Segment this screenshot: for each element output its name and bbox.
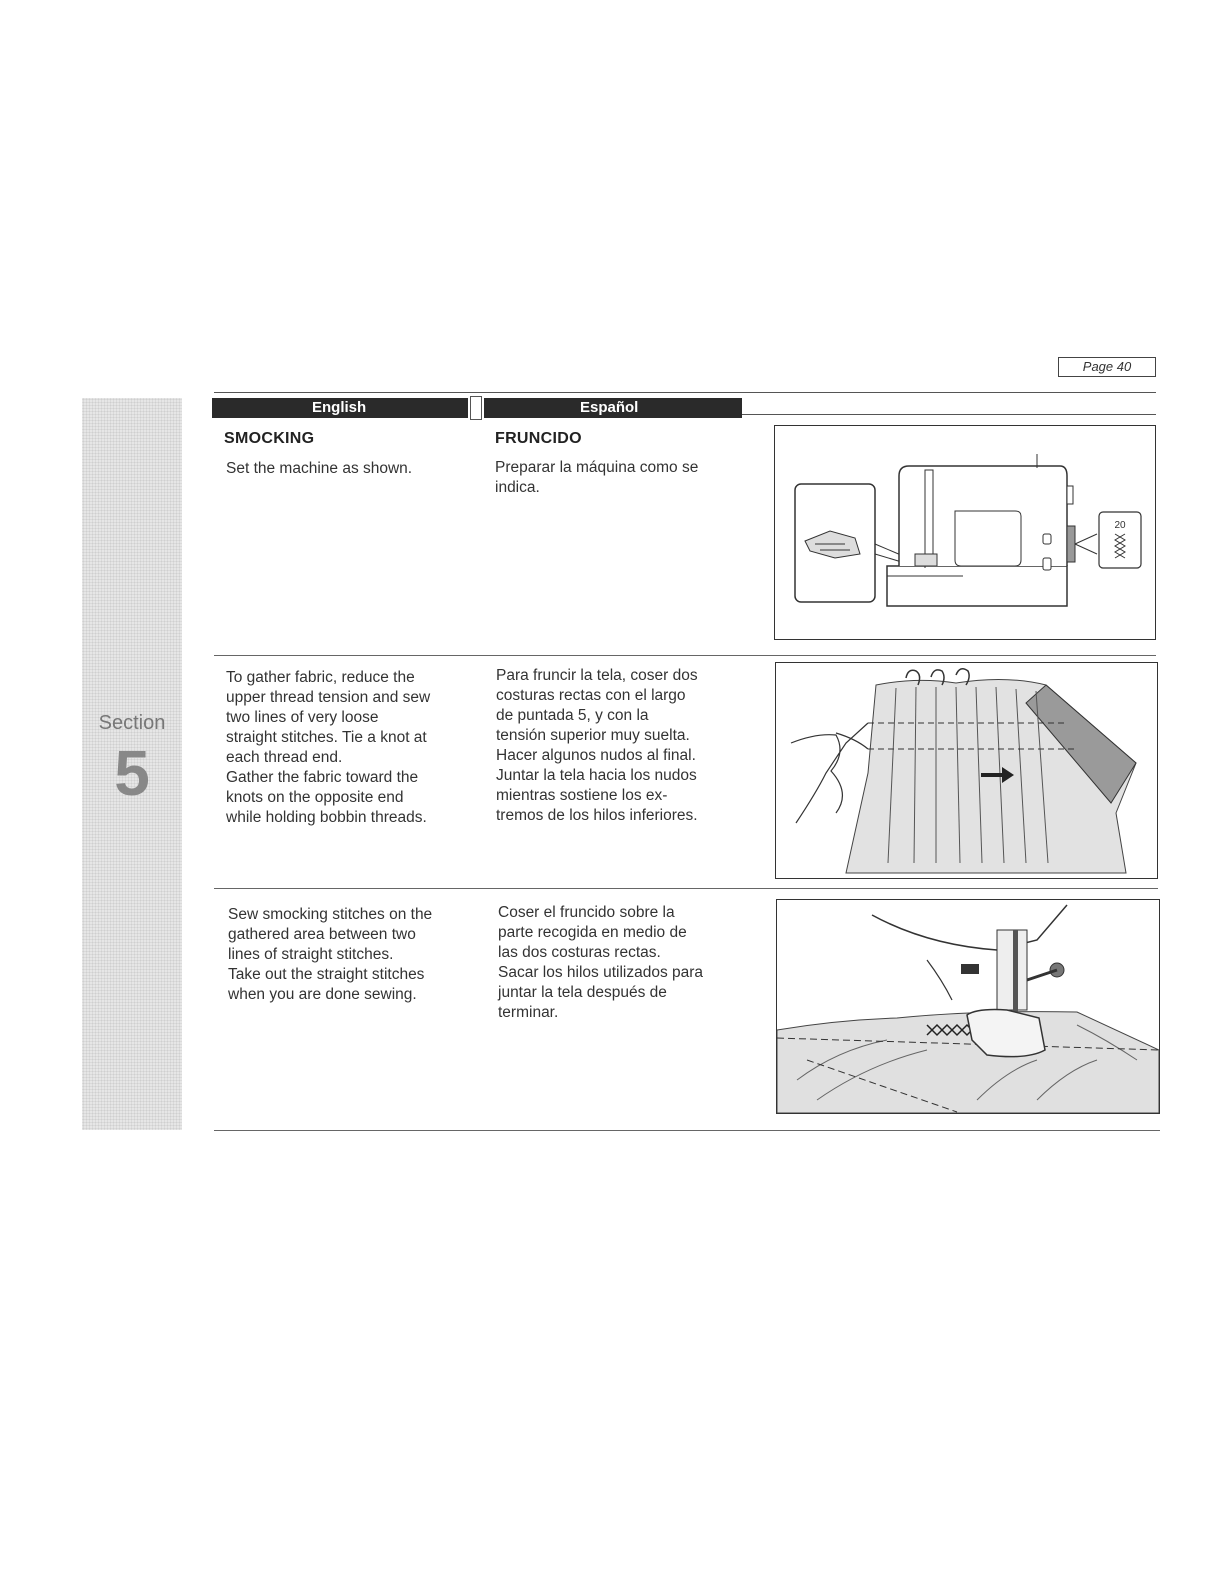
sewing-machine-illustration bbox=[775, 426, 1155, 639]
text-line: Take out the straight stitches bbox=[228, 966, 425, 983]
text-line: las dos costuras rectas. bbox=[498, 944, 661, 961]
text-line: parte recogida en medio de bbox=[498, 924, 687, 941]
text-line: terminar. bbox=[498, 1004, 559, 1021]
machine-setup-figure bbox=[774, 425, 1156, 640]
smocking-sewing-figure bbox=[776, 899, 1160, 1114]
row-divider bbox=[214, 655, 1156, 656]
spanish-step3 bbox=[498, 903, 748, 1023]
text-line: when you are done sewing. bbox=[228, 986, 417, 1003]
spanish-label: Español bbox=[580, 399, 639, 416]
text-line: Para fruncir la tela, coser dos bbox=[496, 667, 698, 684]
text-line: Juntar la tela hacia los nudos bbox=[496, 767, 697, 784]
stitch-number-label: 20 bbox=[1114, 520, 1126, 531]
spanish-title: FRUNCIDO bbox=[495, 430, 582, 447]
presser-foot-sewing-illustration bbox=[777, 900, 1159, 1113]
text-line: tremos de los hilos inferiores. bbox=[496, 807, 698, 824]
text-line: de puntada 5, y con la bbox=[496, 707, 649, 724]
text-line: To gather fabric, reduce the bbox=[226, 669, 415, 686]
text-line: straight stitches. Tie a knot at bbox=[226, 729, 427, 746]
english-title: SMOCKING bbox=[224, 430, 315, 447]
spanish-step2 bbox=[496, 666, 746, 826]
text-line: mientras sostiene los ex- bbox=[496, 787, 668, 804]
english-header bbox=[212, 398, 468, 418]
text-line: Gather the fabric toward the bbox=[226, 769, 419, 786]
text-line: Hacer algunos nudos al final. bbox=[496, 747, 696, 764]
english-step1: Set the machine as shown. bbox=[226, 460, 413, 477]
text-line: indica. bbox=[495, 479, 540, 496]
text-line: lines of straight stitches. bbox=[228, 946, 394, 963]
section-number: 5 bbox=[114, 737, 150, 809]
language-separator bbox=[470, 396, 482, 420]
text-line: while holding bobbin threads. bbox=[226, 809, 427, 826]
top-rule bbox=[214, 392, 1156, 393]
text-line: Sacar los hilos utilizados para bbox=[498, 964, 704, 981]
gathering-figure bbox=[775, 662, 1158, 879]
gathered-fabric-illustration bbox=[776, 663, 1157, 878]
text-line: Coser el fruncido sobre la bbox=[498, 904, 675, 921]
bottom-rule bbox=[214, 1130, 1160, 1131]
text-line: tensión superior muy suelta. bbox=[496, 727, 690, 744]
english-label: English bbox=[312, 399, 367, 416]
page-number: Page 40 bbox=[1058, 357, 1156, 377]
english-step3 bbox=[228, 905, 473, 1005]
row-divider bbox=[214, 888, 1158, 889]
text-line: Preparar la máquina como se bbox=[495, 459, 699, 476]
spanish-step1 bbox=[495, 458, 745, 498]
text-line: two lines of very loose bbox=[226, 709, 379, 726]
header-rule bbox=[742, 414, 1156, 415]
text-line: knots on the opposite end bbox=[226, 789, 404, 806]
text-line: upper thread tension and sew bbox=[226, 689, 431, 706]
english-step2 bbox=[226, 668, 471, 828]
section-label: Section bbox=[98, 712, 166, 734]
text-line: gathered area between two bbox=[228, 926, 416, 943]
text-line: Sew smocking stitches on the bbox=[228, 906, 433, 923]
text-line: costuras rectas con el largo bbox=[496, 687, 686, 704]
spanish-header bbox=[484, 398, 742, 418]
text-line: juntar la tela después de bbox=[498, 984, 667, 1001]
text-line: each thread end. bbox=[226, 749, 343, 766]
